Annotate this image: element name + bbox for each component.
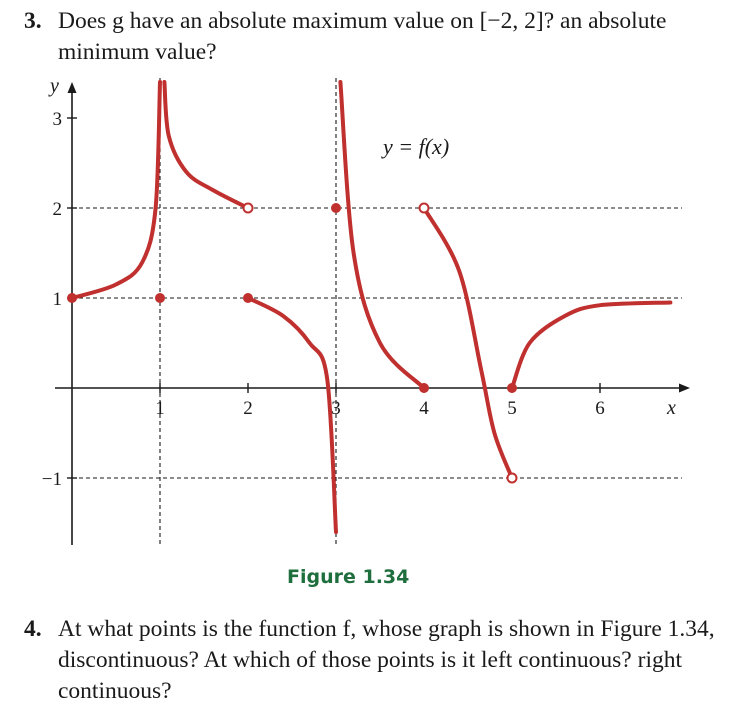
closed-point-1 [67,293,77,303]
x-tick-label-2: 2 [243,398,253,419]
y-tick-label-3: −1 [41,469,62,490]
closed-point-3 [243,293,253,303]
endpoint-dots [67,203,517,483]
problem-4-text: At what points is the function f, whose graph is shown in Figure 1.34, discontinuous? At which of those points is it left continuous? right continuous? [58,616,715,704]
y-axis-arrow [68,82,77,93]
problem-4-number: 4. [24,616,42,642]
y-tick-label-1: 2 [52,199,62,220]
closed-point-2 [155,293,165,303]
open-point-1 [244,204,253,213]
x-axis-label: x [667,397,676,419]
curve-segment-3 [248,298,336,532]
curve-segment-1 [72,82,160,298]
curve-segment-4 [340,82,424,388]
curve-segment-6 [512,303,670,389]
y-tick-label-2: 1 [52,289,62,310]
dashed-guides [72,78,682,545]
problem-3-text: Does g have an absolute maximum value on [−2, 2]? an absolute minimum value? [58,8,667,65]
curve-segment-5 [424,208,512,478]
curve-series [72,82,670,532]
figure-caption: Figure 1.34 [287,566,410,588]
y-axis-label: y [50,75,59,97]
problem-3-number: 3. [24,8,42,34]
x-axis-arrow [679,384,690,393]
x-tick-label-3: 3 [331,398,341,419]
open-point-2 [420,204,429,213]
x-tick-label-5: 5 [507,398,517,419]
axis-ticks [42,109,605,490]
curve-label: y = f(x) [383,134,450,159]
closed-point-4 [331,203,341,213]
x-tick-label-1: 1 [155,398,165,419]
y-tick-label-0: 3 [52,109,62,130]
x-tick-label-4: 4 [419,398,429,419]
closed-point-6 [507,383,517,393]
curve-segment-2 [164,82,248,208]
open-point-3 [508,474,517,483]
x-tick-label-6: 6 [595,398,605,419]
closed-point-5 [419,383,429,393]
axes [48,75,690,545]
